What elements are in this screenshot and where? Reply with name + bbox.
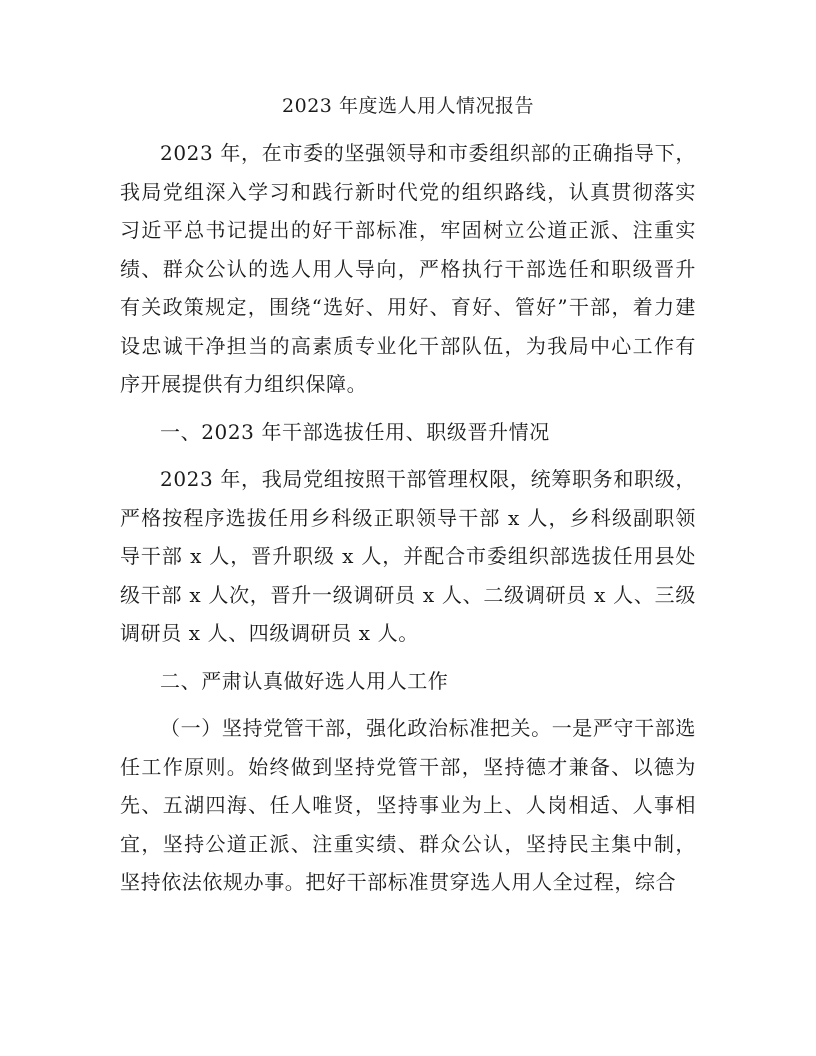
document-title: 2023 年度选人用人情况报告 xyxy=(282,95,534,117)
intro-paragraph: 2023 年，在市委的坚强领导和市委组织部的正确指导下，我局党组深入学习和践行新时代党的组织路线，认真贯彻落实习近平总书记提出的好干部标准，牢固树立公道正派、注重实绩、群众公认的选人用人导向，严格执行干部选任和职级晋升有关政策规定，围绕“选好、用好、育好、管好”干部，着力建设忠诚干净担当的高素质专业化干部队伍，为我局中心工作有序开展提供有力组织保障。 xyxy=(120,141,696,396)
section-heading-1: 一、2023 年干部选拔任用、职级晋升情况 xyxy=(160,419,550,444)
section-heading-2: 二、严肃认真做好选人用人工作 xyxy=(160,668,449,693)
section-2-paragraph: （一）坚持党管干部，强化政治标准把关。一是严守干部选任工作原则。始终做到坚持党管干部，坚持德才兼备、以德为先、五湖四海、任人唯贤，坚持事业为上、人岗相适、人事相宜，坚持公道正派、注重实绩、群众公认，坚持民主集中制，坚持依法依规办事。把好干部标准贯穿选人用人全过程，综合 xyxy=(120,716,696,894)
section-1-paragraph: 2023 年，我局党组按照干部管理权限，统筹职务和职级，严格按程序选拔任用乡科级正职领导干部 x 人，乡科级副职领导干部 x 人，晋升职级 x 人，并配合市委组织部选拔任用县处级干部 x 人次，晋升一级调研员 x 人、二级调研员 x 人、三级调研员 x 人、四级调研员 x 人。 xyxy=(120,467,696,645)
document-page xyxy=(120,92,696,911)
